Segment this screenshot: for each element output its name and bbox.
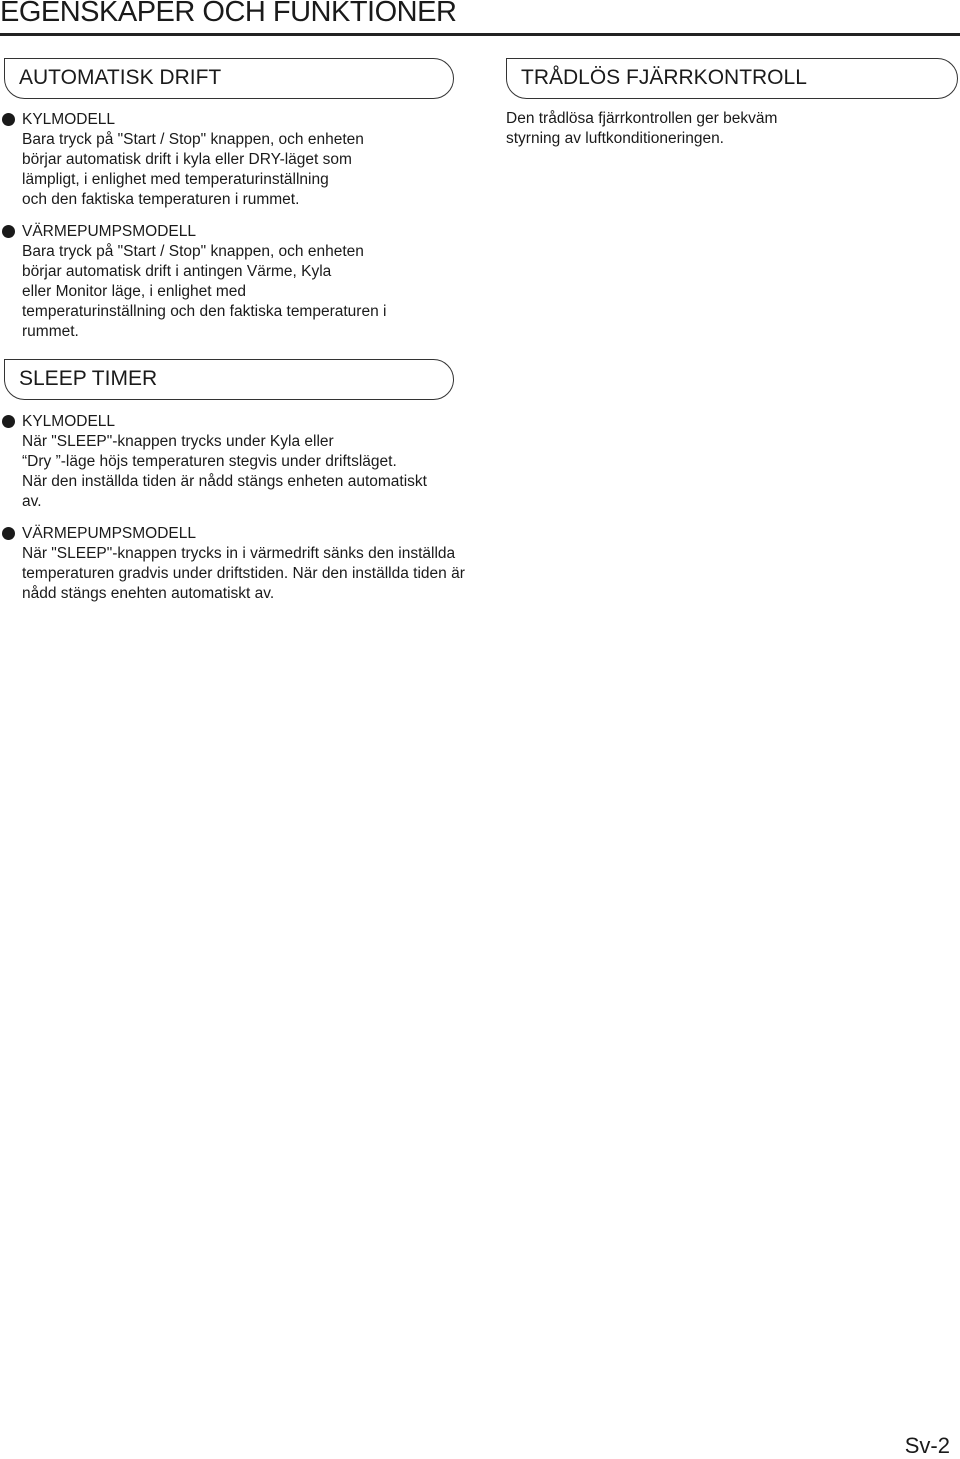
section-heading-sleep-timer: SLEEP TIMER xyxy=(4,359,454,400)
section-heading-automatisk-drift: AUTOMATISK DRIFT xyxy=(4,58,454,99)
list-item-sleep-varmepumpsmodell xyxy=(22,524,492,604)
bullet-icon xyxy=(2,415,15,428)
list-item-sleep-kylmodell xyxy=(22,412,482,512)
item-text: När "SLEEP"-knappen trycks in i värmedrift sänks den inställda temperaturen gradvis under driftstiden. När den inställda tiden är nådd stängs enehten automatiskt av. xyxy=(22,545,465,602)
item-text: Bara tryck på "Start / Stop" knappen, och enheten börjar automatisk drift i kyla eller DRY-läget som lämpligt, i enlighet med temperaturinställning och den faktiska temperaturen i rummet. xyxy=(22,131,364,208)
page-title: EGENSKAPER OCH FUNKTIONER xyxy=(0,0,457,28)
bullet-icon xyxy=(2,527,15,540)
item-heading: VÄRMEPUMPSMODELL xyxy=(22,223,196,240)
list-item-automatisk-varmepumpsmodell xyxy=(22,222,462,342)
item-text: Bara tryck på "Start / Stop" knappen, och enheten börjar automatisk drift i antingen Värme, Kyla eller Monitor läge, i enlighet med temperaturinställning och den faktiska temperaturen i rummet. xyxy=(22,243,387,340)
item-heading: KYLMODELL xyxy=(22,413,116,430)
tradlos-fjarrkontroll-text: Den trådlösa fjärrkontrollen ger bekväm styrning av luftkonditioneringen. xyxy=(506,110,778,147)
item-text: När "SLEEP"-knappen trycks under Kyla eller “Dry ”-läge höjs temperaturen stegvis under driftsläget. När den inställda tiden är nådd stängs enheten automatiskt av. xyxy=(22,433,427,510)
bullet-icon xyxy=(2,113,15,126)
list-item-automatisk-kylmodell xyxy=(22,110,462,210)
bullet-icon xyxy=(2,225,15,238)
section-heading-tradlos-fjarrkontroll: TRÅDLÖS FJÄRRKONTROLL xyxy=(506,58,958,99)
item-heading: KYLMODELL xyxy=(22,111,116,128)
item-heading: VÄRMEPUMPSMODELL xyxy=(22,525,196,542)
title-divider xyxy=(0,33,960,36)
page-number: Sv-2 xyxy=(904,1433,950,1458)
